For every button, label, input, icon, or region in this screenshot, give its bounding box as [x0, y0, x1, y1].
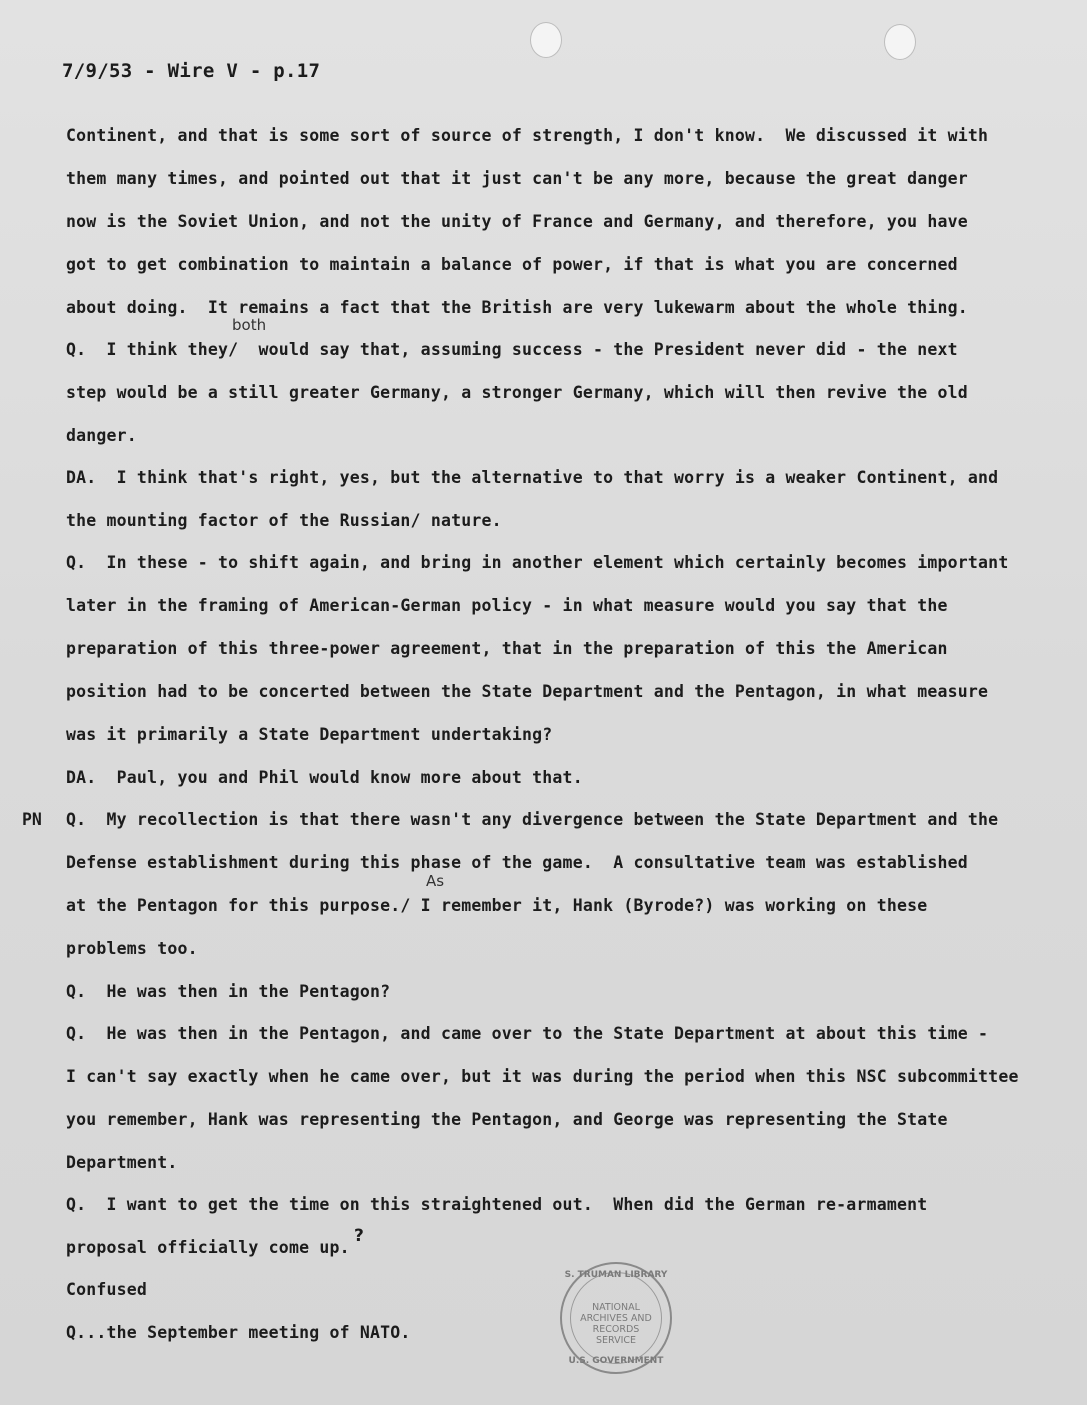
punch-hole — [884, 24, 916, 60]
text-line: Q. He was then in the Pentagon, and came over to the State Department at about this time - — [66, 1024, 989, 1043]
handwritten-insertion: both — [232, 316, 267, 334]
text-line: Defense establishment during this phase of the game. A consultative team was established — [66, 853, 968, 872]
stamp-middle-text — [562, 1302, 670, 1346]
text-line: about doing. It remains a fact that the British are very lukewarm about the whole thing. — [66, 298, 968, 317]
text-line: danger. — [66, 426, 137, 445]
text-line: step would be a still greater Germany, a stronger Germany, which will then revive the old — [66, 383, 968, 402]
text-line: DA. I think that's right, yes, but the alternative to that worry is a weaker Continent, and — [66, 468, 999, 487]
text-line: position had to be concerted between the State Department and the Pentagon, in what measure — [66, 682, 989, 701]
text-line: at the Pentagon for this purpose./ I remember it, Hank (Byrode?) was working on these — [66, 896, 928, 915]
text-line: now is the Soviet Union, and not the unity of France and Germany, and therefore, you have — [66, 212, 968, 231]
handwritten-insertion: As — [426, 872, 445, 890]
text-line: Q. My recollection is that there wasn't any divergence between the State Department and the — [66, 810, 999, 829]
text-line: Q. In these - to shift again, and bring in another element which certainly becomes important — [66, 553, 1009, 572]
text-line: Q. I want to get the time on this straightened out. When did the German re-armament — [66, 1195, 928, 1214]
stamp-line: NATIONAL — [592, 1302, 640, 1313]
punch-hole — [530, 22, 562, 58]
text-line: Q...the September meeting of NATO. — [66, 1323, 411, 1342]
stamp-line: SERVICE — [595, 1335, 637, 1346]
archive-stamp — [560, 1262, 672, 1374]
text-line: proposal officially come up. — [66, 1238, 350, 1257]
stamp-top-text: S. TRUMAN LIBRARY — [564, 1270, 668, 1280]
text-line: DA. Paul, you and Phil would know more about that. — [66, 768, 583, 787]
handwritten-question-mark: ? — [354, 1226, 364, 1246]
text-line: the mounting factor of the Russian/ nature. — [66, 511, 502, 530]
text-line: got to get combination to maintain a balance of power, if that is what you are concerned — [66, 255, 958, 274]
text-line: later in the framing of American-German policy - in what measure would you say that the — [66, 596, 948, 615]
text-line: preparation of this three-power agreement, that in the preparation of this the American — [66, 639, 948, 658]
text-line: Q. He was then in the Pentagon? — [66, 982, 391, 1001]
text-line: you remember, Hank was representing the Pentagon, and George was representing the State — [66, 1110, 948, 1129]
page-header: 7/9/53 - Wire V - p.17 — [62, 60, 321, 82]
stamp-line: RECORDS — [592, 1324, 640, 1335]
text-line: Continent, and that is some sort of source of strength, I don't know. We discussed it with — [66, 126, 989, 145]
stamp-line: ARCHIVES AND — [580, 1313, 652, 1324]
text-line: was it primarily a State Department undertaking? — [66, 725, 553, 744]
text-line: I can't say exactly when he came over, but it was during the period when this NSC subcommittee — [66, 1067, 1019, 1086]
stamp-bottom-text: U.S. GOVERNMENT — [568, 1356, 664, 1366]
text-line: Department. — [66, 1153, 178, 1172]
text-line: them many times, and pointed out that it just can't be any more, because the great danger — [66, 169, 968, 188]
text-line: Confused — [66, 1280, 148, 1299]
margin-initials: PN — [22, 810, 42, 829]
text-line: problems too. — [66, 939, 198, 958]
text-line: Q. I think they/ would say that, assuming success - the President never did - the next — [66, 340, 958, 359]
